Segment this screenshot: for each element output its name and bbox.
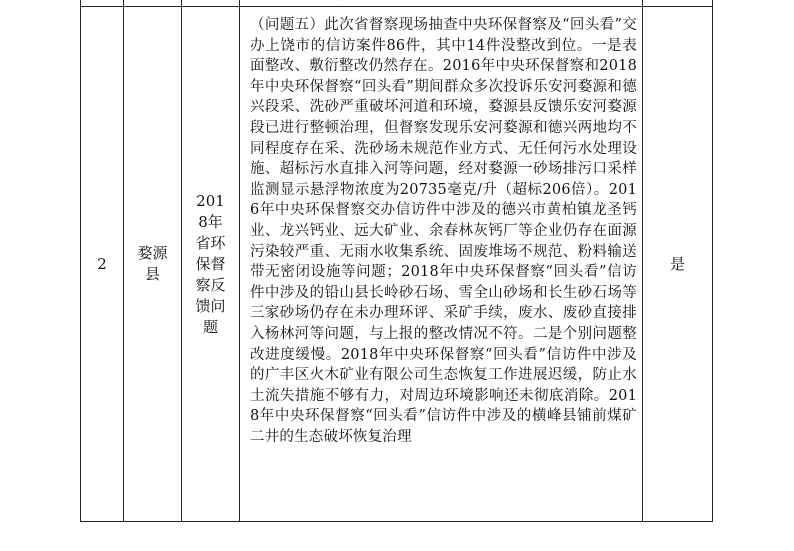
source-cell: [182, 7, 240, 522]
issue-detail-text: （问题五）此次省督察现场抽查中央环保督察及“回头看”交办上饶市的信访案件86件，其中14件没整改到位。一是表面整改、敷衍整改仍然存在。2016年中央环保督察和2018年中央环保督察“回头看”期间群众多次投诉乐安河婺源和德兴段采、洗砂严重破坏河道和环境，婺源县反馈乐安河婺源段已进行整顿治理，但督察发现乐安河婺源和德兴两地均不同程度存在采、洗砂场未规范作业方式、无任何污水处理设施、超标污水直排入河等问题，经对婺源一砂场排污口采样监测显示悬浮物浓度为20735毫克/升（超标206倍）。2016年中央环保督察交办信访件中涉及的德兴市黄柏镇龙圣钙业、龙兴钙业、远大矿业、余春林灰钙厂等企业仍存在面源污染较严重、无雨水收集系统、固废堆场不规范、粉料输送带无密闭设施等问题；2018年中央环保督察“回头看”信访件中涉及的铅山县长岭砂石场、雪全山砂场和长生砂石场等三家砂场仍存在未办理环评、采矿手续，废水、废砂直接排入杨林河等问题，与上报的整改情况不符。二是个别问题整改进度缓慢。2018年中央环保督察“回头看”信访件中涉及的广丰区火木矿业有限公司生态恢复工作进展迟缓，防止水土流失措施不够有力，对周边环境影响还未彻底消除。2018年中央环保督察“回头看”信访件中涉及的横峰县铺前煤矿二井的生态破坏恢复治理: [250, 17, 637, 445]
completion-status: 是: [669, 254, 685, 273]
completion-cell: [643, 7, 713, 522]
rectification-table: [80, 0, 713, 522]
issue-source: 2018年省环保督察反馈问题: [195, 191, 226, 336]
row-number: 2: [97, 254, 107, 273]
row-number-cell: [81, 7, 124, 522]
table-row: [81, 7, 713, 522]
county-name: 婺源县: [137, 244, 168, 283]
county-cell: [124, 7, 182, 522]
issue-detail-cell: [240, 7, 643, 522]
previous-row-detail-cell: [240, 0, 643, 7]
previous-row-detail-fragment: [244, 0, 452, 2]
